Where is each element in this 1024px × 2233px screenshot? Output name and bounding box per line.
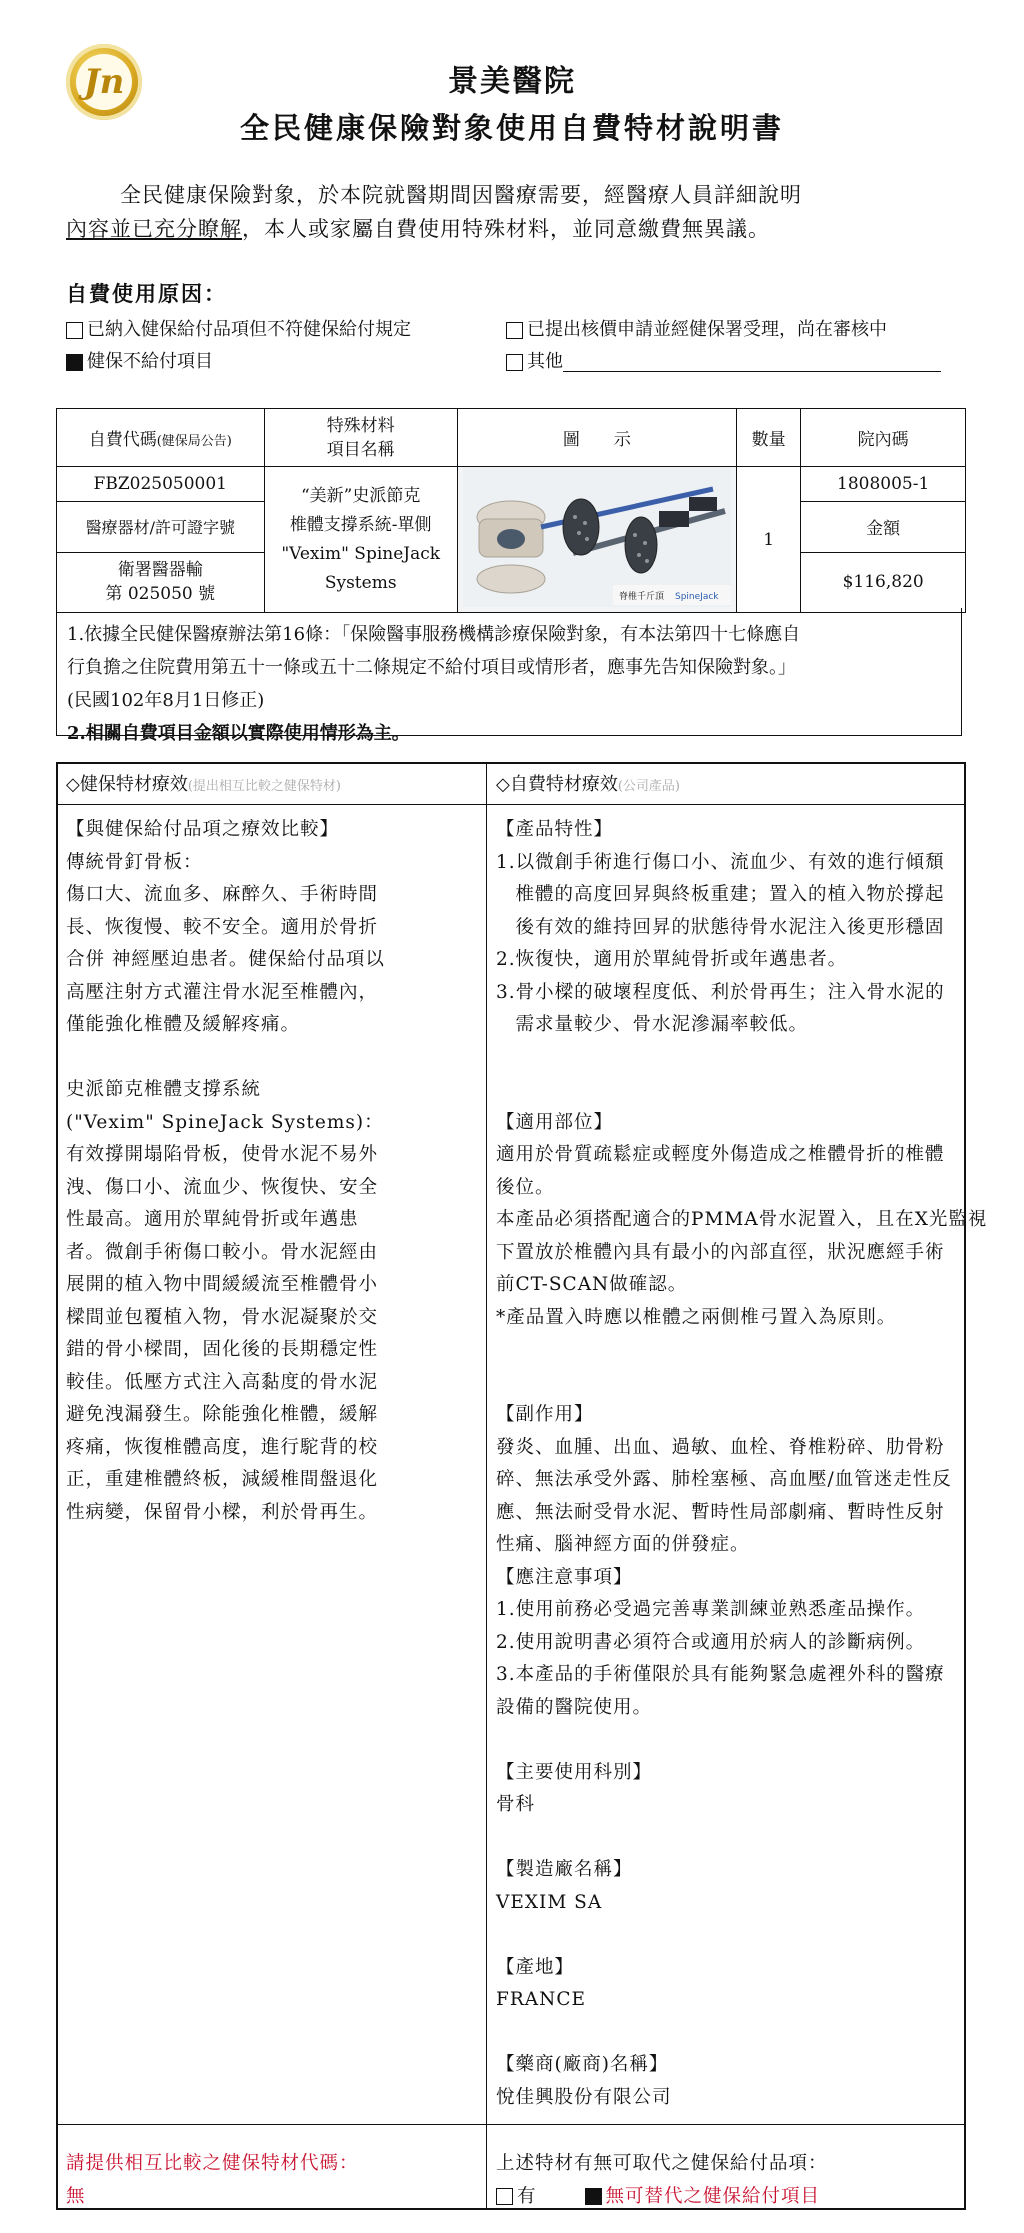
note-line: 2.相關自費項目金額以實際使用情形為主。	[67, 723, 410, 744]
right-line: 1.使用前務必受過完善專業訓練並熟悉產品操作。	[496, 1599, 926, 1620]
left-line: 疼痛，恢復椎體高度，進行駝背的校	[66, 1436, 379, 1458]
right-line: 【產地】	[496, 1956, 575, 1978]
intro-underlined: 內容並已充分瞭解	[66, 217, 242, 241]
reason-option-4[interactable]	[506, 350, 941, 374]
left-line: 性病變，保留骨小樑，利於骨再生。	[66, 1501, 379, 1523]
right-line: 【應注意事項】	[496, 1566, 633, 1588]
right-line: 下置放於椎體內具有最小的內部直徑，狀況應經手術	[496, 1241, 945, 1263]
right-line: 2.使用說明書必須符合或適用於病人的診斷病例。	[496, 1631, 926, 1653]
left-line: 正，重建椎體終板，減緩椎間盤退化	[66, 1469, 379, 1490]
image-brand: SpineJack	[674, 592, 719, 602]
left-line: 洩、傷口小、流血少、恢復快、安全	[66, 1176, 379, 1198]
left-line: 樑間並包覆植入物，骨水泥凝聚於交	[66, 1306, 379, 1328]
right-line: 適用於骨質疏鬆症或輕度外傷造成之椎體骨折的椎體	[496, 1144, 945, 1165]
hospital-name: 景美醫院	[448, 64, 576, 99]
intro-paragraph	[66, 178, 966, 246]
right-line: FRANCE	[496, 1989, 586, 2010]
left-line: ("Vexim" SpineJack Systems)：	[66, 1111, 384, 1133]
item-name-cell	[264, 467, 457, 613]
left-line: 傳統骨釘骨板：	[66, 851, 203, 873]
right-head-note: (公司產品)	[617, 779, 680, 794]
document-title: 全民健康保險對象使用自費特材說明書	[239, 111, 784, 145]
left-head-label: ◇健保特材療效	[66, 774, 188, 795]
image-caption: 脊椎千斤頂	[618, 592, 664, 602]
right-line	[496, 1074, 962, 1107]
header-image: 圖 示	[457, 409, 736, 467]
right-line	[496, 1367, 962, 1400]
left-line: 史派節克椎體支撐系統	[66, 1079, 262, 1100]
left-line	[66, 1042, 484, 1075]
right-column-body	[496, 814, 988, 2114]
header-code-label: 自費代碼	[88, 430, 157, 450]
header-item-name-line: 項目名稱	[326, 439, 395, 460]
right-line: 【製造廠名稱】	[496, 1859, 633, 1880]
left-line: 長、恢復慢、較不安全。適用於骨折	[66, 916, 379, 938]
right-line: 後有效的維持回昇的狀態待骨水泥注入後更形穩固	[496, 916, 945, 938]
left-footer	[66, 2148, 359, 2213]
right-line	[496, 1822, 962, 1855]
right-line: 碎、無法承受外露、肺栓塞極、高血壓/血管迷走性反	[496, 1469, 952, 1490]
option-none-label: 無可替代之健保給付項目	[605, 2185, 821, 2207]
checkbox-unchecked[interactable]	[506, 322, 523, 339]
header-code	[57, 409, 265, 467]
right-line	[496, 1724, 962, 1757]
right-line: 發炎、血腫、出血、過敏、血栓、脊椎粉碎、肋骨粉	[496, 1436, 945, 1458]
right-line: 應、無法耐受骨水泥、暫時性局部劇痛、暫時性反射	[496, 1501, 945, 1523]
checkbox-checked[interactable]	[66, 354, 83, 371]
note-line: 行負擔之住院費用第五十一條或五十二條規定不給付項目或情形者，應事先告知保險對象。」	[67, 657, 796, 678]
left-line: 較佳。低壓方式注入高黏度的骨水泥	[66, 1371, 379, 1393]
other-reason-blank[interactable]	[563, 353, 941, 372]
reason-heading: 自費使用原因：	[66, 281, 227, 306]
right-line: 需求量較少、骨水泥滲漏率較低。	[496, 1014, 809, 1035]
header-divider	[58, 804, 964, 805]
right-line: 本產品必須搭配適合的PMMA骨水泥置入，且在X光監視	[496, 1209, 988, 1230]
intro-line2: ，本人或家屬自費使用特殊材料，並同意繳費無異議。	[242, 217, 770, 241]
right-line: 後位。	[496, 1176, 555, 1198]
right-line: 椎體的高度回昇與終板重建；置入的植入物於撐起	[496, 884, 945, 905]
left-line: 高壓注射方式灌注骨水泥至椎體內，	[66, 981, 379, 1003]
right-line: 前CT-SCAN做確認。	[496, 1274, 688, 1295]
item-name-line: “美新”史派節克	[300, 485, 421, 506]
license-value	[57, 552, 265, 613]
right-line: 【適用部位】	[496, 1111, 614, 1133]
left-column-head	[66, 772, 341, 800]
right-line: 3.本產品的手術僅限於具有能夠緊急處裡外科的醫療	[496, 1664, 945, 1685]
right-line: 【副作用】	[496, 1404, 594, 1425]
intro-line1: 全民健康保險對象，於本院就醫期間因醫療需要，經醫療人員詳細說明	[120, 183, 802, 207]
reason-option-label: 已納入健保給付品項但不符健保給付規定	[87, 319, 411, 340]
right-line: 【產品特性】	[496, 819, 614, 840]
right-line: 悅佳興股份有限公司	[496, 2086, 672, 2108]
regulation-notes	[56, 608, 962, 744]
right-line	[496, 2017, 962, 2050]
item-name-line: Systems	[324, 572, 397, 593]
code-value: FBZ025050001	[57, 467, 265, 502]
left-line: 性最高。適用於單純骨折或年邁患	[66, 1209, 359, 1230]
left-footer-value: 無	[66, 2185, 86, 2207]
header-code-note: (健保局公告)	[156, 434, 232, 449]
note-line: 1.依據全民健保醫療辦法第16條：「保險醫事服務機構診療保險對象，有本法第四十七條應自	[67, 624, 801, 645]
footer-divider	[58, 2124, 964, 2125]
right-line: 1.以微創手術進行傷口小、流血少、有效的進行傾頹	[496, 851, 945, 873]
note-line: (民國102年8月1日修正)	[67, 690, 265, 711]
reason-option-label: 健保不給付項目	[87, 351, 213, 372]
checkbox-has-replacement[interactable]	[496, 2188, 513, 2205]
item-name-line: "Vexim" SpineJack	[281, 543, 441, 564]
left-line: 合併 神經壓迫患者。健保給付品項以	[66, 949, 385, 970]
item-name-line: 椎體支撐系統-單側	[289, 514, 432, 535]
license-label: 醫療器材/許可證字號	[57, 502, 265, 552]
checkbox-no-replacement[interactable]	[585, 2188, 602, 2205]
left-line: 有效撐開塌陷骨板，使骨水泥不易外	[66, 1144, 379, 1165]
right-line	[496, 1334, 962, 1367]
spinejack-device-icon	[463, 467, 731, 607]
checkbox-unchecked[interactable]	[66, 322, 83, 339]
header-qty: 數量	[736, 409, 800, 467]
header-item-name	[264, 409, 457, 467]
right-line: VEXIM SA	[496, 1891, 603, 1913]
left-line: 錯的骨小樑間，固化後的長期穩定性	[66, 1339, 379, 1360]
right-line: 3.骨小樑的破壞程度低、利於骨再生；注入骨水泥的	[496, 981, 945, 1003]
reason-option-label: 其他	[527, 351, 563, 372]
qty-value: 1	[736, 467, 800, 613]
reason-option-2[interactable]	[506, 318, 887, 342]
right-line	[496, 1919, 962, 1952]
left-column-body	[66, 814, 484, 1529]
column-divider	[486, 764, 487, 2208]
header-item-name-line: 特殊材料	[326, 415, 395, 436]
amount-value: $116,820	[801, 552, 966, 613]
option-has-label: 有	[517, 2185, 537, 2207]
checkbox-unchecked[interactable]	[506, 354, 523, 371]
header-internal-code: 院內碼	[801, 409, 966, 467]
reason-option-3[interactable]	[66, 350, 213, 374]
replacement-options	[496, 2181, 828, 2214]
right-head-label: ◇自費特材療效	[496, 774, 618, 795]
right-line: 設備的醫院使用。	[496, 1696, 653, 1718]
product-image	[457, 467, 736, 613]
logo-monogram: Jn	[76, 54, 132, 110]
right-line: 【藥商(廠商)名稱】	[496, 2054, 669, 2075]
right-column-head	[496, 772, 680, 800]
left-footer-label: 請提供相互比較之健保特材代碼：	[66, 2153, 359, 2174]
left-line: 僅能強化椎體及緩解疼痛。	[66, 1014, 301, 1035]
item-table	[56, 408, 966, 613]
license-value-line: 衛署醫器輸	[117, 560, 203, 581]
right-line: *產品置入時應以椎體之兩側椎弓置入為原則。	[496, 1306, 897, 1328]
left-line: 【與健保給付品項之療效比較】	[66, 819, 340, 840]
left-line: 者。微創手術傷口較小。骨水泥經由	[66, 1241, 379, 1263]
reason-option-label: 已提出核價申請並經健保署受理，尚在審核中	[527, 319, 887, 340]
left-head-note: (提出相互比較之健保特材)	[187, 779, 341, 794]
right-footer-label: 上述特材有無可取代之健保給付品項：	[496, 2153, 828, 2174]
left-line: 展開的植入物中間緩緩流至椎體骨小	[66, 1274, 379, 1295]
right-line: 【主要使用科別】	[496, 1761, 653, 1783]
reason-option-1[interactable]	[66, 318, 411, 342]
right-footer	[496, 2148, 828, 2213]
internal-code-value: 1808005-1	[801, 467, 966, 502]
left-line: 避免洩漏發生。除能強化椎體，緩解	[66, 1404, 379, 1425]
right-line: 2.恢復快，適用於單純骨折或年邁患者。	[496, 949, 848, 970]
left-line: 傷口大、流血多、麻醉久、手術時間	[66, 884, 379, 905]
amount-label: 金額	[801, 502, 966, 552]
right-line: 性痛、腦神經方面的併發症。	[496, 1534, 750, 1555]
efficacy-comparison	[56, 762, 988, 2210]
license-value-line: 第 025050 號	[105, 584, 216, 605]
right-line: 骨科	[496, 1794, 536, 1815]
right-line	[496, 1042, 962, 1075]
